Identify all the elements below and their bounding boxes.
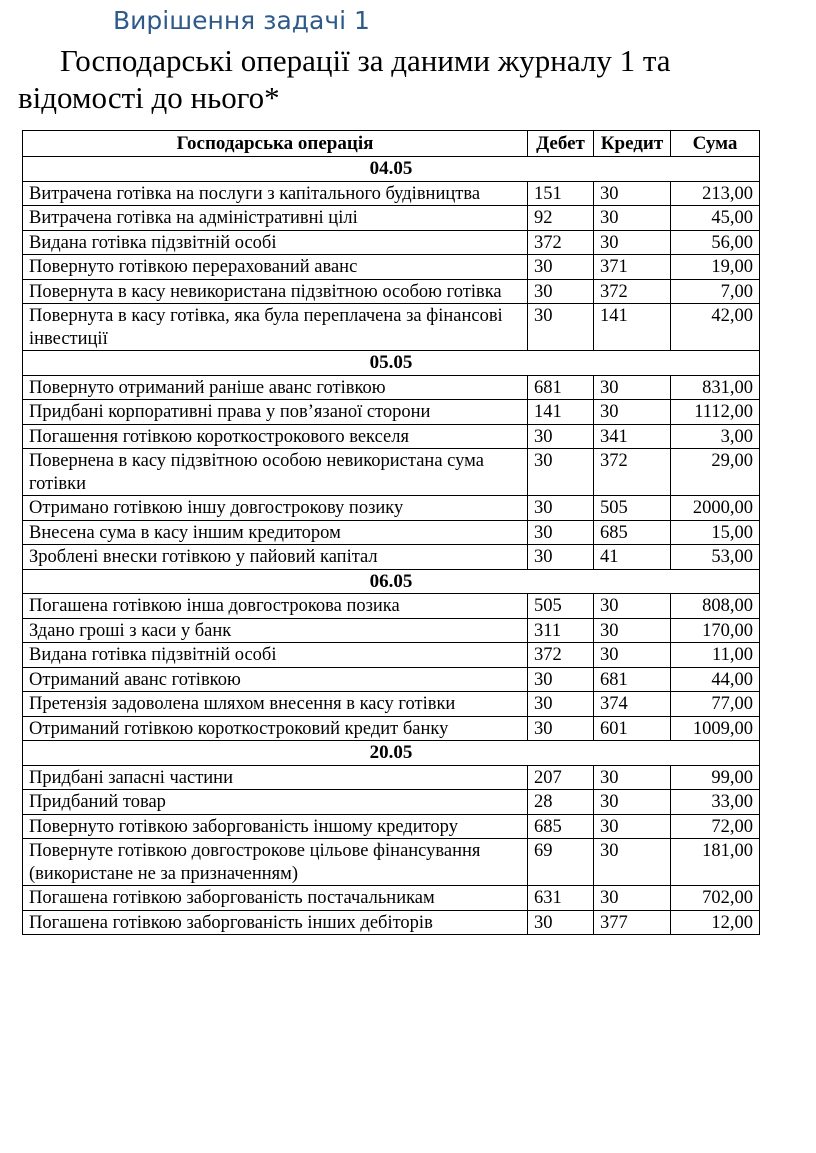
date-label: 06.05 [23,569,760,594]
operation-cell: Погашена готівкою заборгованість інших дебіторів [23,910,528,935]
credit-cell: 30 [594,886,671,911]
sum-cell: 2000,00 [671,496,760,521]
operation-cell: Придбаний товар [23,790,528,815]
header-debit: Дебет [528,131,594,157]
header-credit: Кредит [594,131,671,157]
sum-cell: 12,00 [671,910,760,935]
debit-cell: 30 [528,279,594,304]
sum-cell: 213,00 [671,181,760,206]
date-label: 05.05 [23,351,760,376]
table-row [23,839,760,886]
credit-cell: 30 [594,375,671,400]
credit-cell: 372 [594,279,671,304]
credit-cell: 372 [594,449,671,496]
debit-cell: 30 [528,255,594,280]
operation-cell: Видана готівка підзвітній особі [23,230,528,255]
document-title: Господарські операції за даними журналу 1 та відомості до нього* [18,43,671,115]
debit-cell: 92 [528,206,594,231]
sum-cell: 44,00 [671,667,760,692]
operation-cell: Витрачена готівка на послуги з капітального будівництва [23,181,528,206]
table-row [23,375,760,400]
operation-cell: Витрачена готівка на адміністративні цілі [23,206,528,231]
credit-cell: 685 [594,520,671,545]
sum-cell: 170,00 [671,618,760,643]
date-label: 20.05 [23,741,760,766]
credit-cell: 377 [594,910,671,935]
operation-cell: Отримано готівкою іншу довгострокову позику [23,496,528,521]
debit-cell: 372 [528,643,594,668]
sum-cell: 808,00 [671,594,760,619]
date-group-row [23,741,760,766]
debit-cell: 28 [528,790,594,815]
operation-cell: Повернута в касу невикористана підзвітною особою готівка [23,279,528,304]
header-sum: Сума [671,131,760,157]
table-header-row [23,131,760,157]
date-label: 04.05 [23,157,760,182]
credit-cell: 341 [594,424,671,449]
sum-cell: 56,00 [671,230,760,255]
operation-cell: Видана готівка підзвітній особі [23,643,528,668]
table-row [23,643,760,668]
debit-cell: 311 [528,618,594,643]
debit-cell: 30 [528,667,594,692]
operation-cell: Повернуто готівкою заборгованість іншому кредитору [23,814,528,839]
table-row [23,667,760,692]
sum-cell: 33,00 [671,790,760,815]
table-row [23,814,760,839]
sum-cell: 7,00 [671,279,760,304]
operation-cell: Придбані запасні частини [23,765,528,790]
sum-cell: 11,00 [671,643,760,668]
operation-cell: Отриманий аванс готівкою [23,667,528,692]
table-row [23,545,760,570]
table-row [23,910,760,935]
operation-cell: Погашена готівкою інша довгострокова позика [23,594,528,619]
credit-cell: 30 [594,839,671,886]
debit-cell: 30 [528,304,594,351]
table-row [23,230,760,255]
debit-cell: 141 [528,400,594,425]
sum-cell: 99,00 [671,765,760,790]
debit-cell: 505 [528,594,594,619]
sum-cell: 72,00 [671,814,760,839]
sum-cell: 831,00 [671,375,760,400]
debit-cell: 631 [528,886,594,911]
operation-cell: Отриманий готівкою короткостроковий кредит банку [23,716,528,741]
debit-cell: 681 [528,375,594,400]
table-row [23,716,760,741]
debit-cell: 30 [528,520,594,545]
debit-cell: 30 [528,910,594,935]
table-row [23,886,760,911]
table-row [23,520,760,545]
sum-cell: 77,00 [671,692,760,717]
operation-cell: Претензія задоволена шляхом внесення в касу готівки [23,692,528,717]
operation-cell: Повернута в касу готівка, яка була переплачена за фінансові інвестиції [23,304,528,351]
table-row [23,618,760,643]
table-row [23,765,760,790]
table-row [23,790,760,815]
date-group-row [23,351,760,376]
sum-cell: 53,00 [671,545,760,570]
header-operation: Господарська операція [23,131,528,157]
operation-cell: Повернуто отриманий раніше аванс готівкою [23,375,528,400]
table-row [23,255,760,280]
table-row [23,692,760,717]
table-row [23,181,760,206]
table-row [23,594,760,619]
table-row [23,279,760,304]
debit-cell: 151 [528,181,594,206]
operation-cell: Погашення готівкою короткострокового векселя [23,424,528,449]
credit-cell: 30 [594,400,671,425]
sum-cell: 45,00 [671,206,760,231]
table-row [23,449,760,496]
credit-cell: 141 [594,304,671,351]
sum-cell: 19,00 [671,255,760,280]
operation-cell: Придбані корпоративні права у пов’язаної сторони [23,400,528,425]
debit-cell: 30 [528,496,594,521]
date-group-row [23,157,760,182]
operation-cell: Повернена в касу підзвітною особою невикористана сума готівки [23,449,528,496]
debit-cell: 372 [528,230,594,255]
credit-cell: 30 [594,618,671,643]
table-row [23,496,760,521]
slide-heading: Вирішення задачі 1 [113,6,370,35]
operation-cell: Внесена сума в касу іншим кредитором [23,520,528,545]
credit-cell: 30 [594,230,671,255]
table-row [23,206,760,231]
credit-cell: 30 [594,643,671,668]
credit-cell: 41 [594,545,671,570]
debit-cell: 30 [528,692,594,717]
credit-cell: 371 [594,255,671,280]
sum-cell: 15,00 [671,520,760,545]
sum-cell: 1009,00 [671,716,760,741]
credit-cell: 505 [594,496,671,521]
credit-cell: 30 [594,814,671,839]
credit-cell: 30 [594,181,671,206]
operation-cell: Зроблені внески готівкою у пайовий капітал [23,545,528,570]
sum-cell: 181,00 [671,839,760,886]
table-row [23,424,760,449]
sum-cell: 1112,00 [671,400,760,425]
sum-cell: 3,00 [671,424,760,449]
operation-cell: Здано гроші з каси у банк [23,618,528,643]
credit-cell: 601 [594,716,671,741]
credit-cell: 374 [594,692,671,717]
operation-cell: Повернуте готівкою довгострокове цільове фінансування (використане не за призначенням) [23,839,528,886]
date-group-row [23,569,760,594]
operation-cell: Повернуто готівкою перерахований аванс [23,255,528,280]
sum-cell: 42,00 [671,304,760,351]
credit-cell: 30 [594,594,671,619]
credit-cell: 30 [594,765,671,790]
debit-cell: 30 [528,449,594,496]
debit-cell: 30 [528,545,594,570]
sum-cell: 702,00 [671,886,760,911]
table-row [23,304,760,351]
credit-cell: 681 [594,667,671,692]
table-row [23,400,760,425]
debit-cell: 30 [528,716,594,741]
table-body [23,157,760,935]
sum-cell: 29,00 [671,449,760,496]
debit-cell: 30 [528,424,594,449]
debit-cell: 207 [528,765,594,790]
operations-table [22,130,760,935]
debit-cell: 685 [528,814,594,839]
credit-cell: 30 [594,790,671,815]
credit-cell: 30 [594,206,671,231]
debit-cell: 69 [528,839,594,886]
operation-cell: Погашена готівкою заборгованість постачальникам [23,886,528,911]
